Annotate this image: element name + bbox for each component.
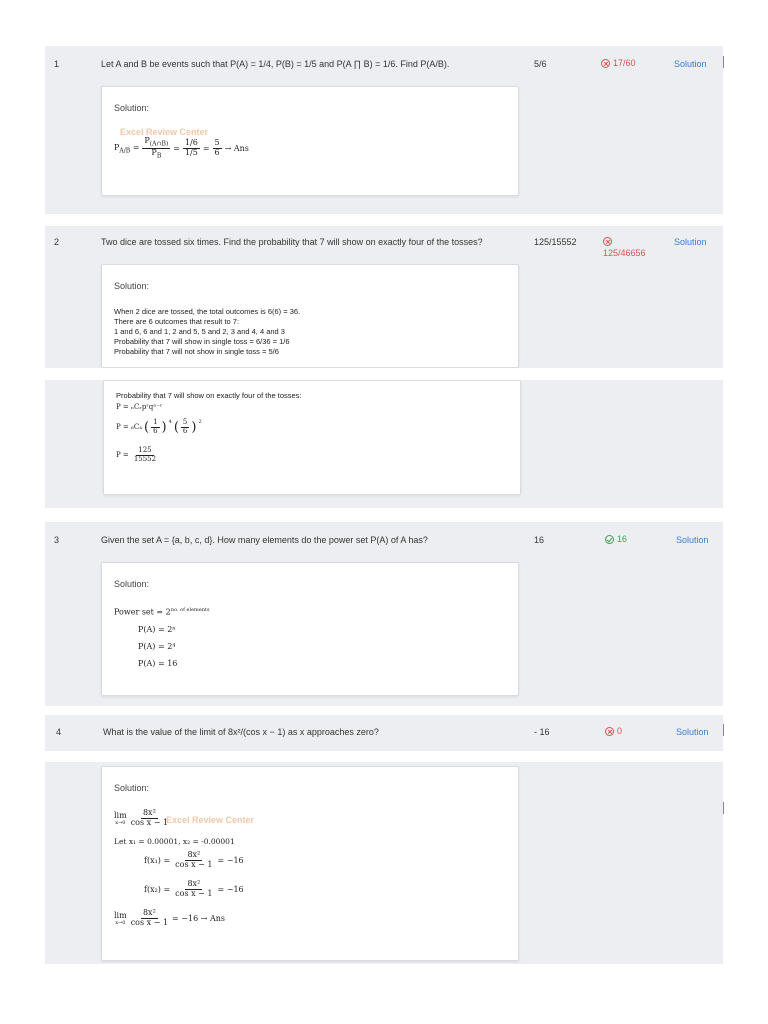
question-number: 2	[54, 237, 60, 247]
formula-line: P = ₆C₄ ( $\frac{1}{6}$ ) $^4$ ( $\frac{5}{6}$ ) $^2$	[116, 418, 202, 435]
solution-link[interactable]: Solution	[676, 535, 709, 545]
solution-title: Solution:	[114, 281, 150, 291]
formula-line: P(A) = 2⁴	[138, 642, 176, 651]
correct-icon	[605, 535, 614, 544]
solution-card	[101, 766, 519, 961]
user-result	[605, 534, 627, 544]
solution-title: Solution:	[114, 103, 150, 113]
user-answer: 16	[617, 534, 628, 544]
solution-title: Solution:	[114, 783, 150, 793]
formula: $P_{A/B}$ = $\frac{P_{(A\cap B)}}{P_B}$ = $\frac{1/6}{1/5}$ = $\frac{5}{6}$ → Ans	[114, 136, 249, 160]
scrollbar-edge	[723, 724, 724, 736]
formula-line: Let x₁ = 0.00001, x₂ = -0.00001	[114, 837, 235, 846]
formula-line: f(x₂) = $\frac{\text{8x²}}{\text{cos x − 1}}$ = −16	[144, 879, 244, 898]
question-number: 4	[56, 727, 62, 737]
formula-line: P = ₙCᵣpʳqⁿ⁻ʳ	[116, 403, 163, 411]
solution-line: Probability that 7 will not show in single toss = 5/6	[114, 347, 279, 356]
solution-card	[101, 86, 519, 196]
user-answer: 125/46656	[603, 248, 646, 258]
solution-link[interactable]: Solution	[676, 727, 709, 737]
formula-line: f(x₁) = $\frac{\text{8x²}}{\text{cos x − 1}}$ = −16	[144, 850, 244, 869]
formula-line: P(A) = 16	[138, 659, 178, 668]
correct-answer: 5/6	[534, 59, 547, 69]
solution-card	[101, 562, 519, 696]
question-text: Let A and B be events such that P(A) = 1/4, P(B) = 1/5 and P(A ∏ B) = 1/6. Find P(A/B).	[101, 59, 450, 69]
solution-card	[101, 264, 519, 368]
formula-line: lim x→0 $\frac{\text{8x²}}{\text{cos x − 1}}$ = −16 → Ans	[114, 908, 225, 927]
correct-answer: 125/15552	[534, 237, 577, 247]
user-answer: 0	[617, 726, 623, 736]
question-text: Two dice are tossed six times. Find the probability that 7 will show on exactly four of the tosses?	[101, 237, 483, 247]
formula-line: Power set = $2^{no. of elements}$	[114, 607, 210, 617]
solution-line: 1 and 6, 6 and 1, 2 and 5, 5 and 2, 3 and 4, 4 and 3	[114, 327, 285, 336]
wrong-icon	[605, 727, 614, 736]
correct-answer: - 16	[534, 727, 550, 737]
correct-answer: 16	[534, 535, 545, 545]
solution-line: When 2 dice are tossed, the total outcomes is 6(6) = 36.	[114, 307, 301, 316]
formula-line: P(A) = 2ⁿ	[138, 625, 176, 634]
scrollbar-edge	[723, 56, 724, 68]
formula-line: lim x→0 $\frac{\text{8x²}}{\text{cos x − 1}}$	[114, 808, 169, 827]
user-result	[603, 236, 646, 258]
question-number: 3	[54, 535, 60, 545]
question-text: What is the value of the limit of 8x²/(cos x − 1) as x approaches zero?	[103, 727, 379, 737]
user-result	[605, 726, 622, 736]
watermark: Excel Review Center	[166, 815, 255, 825]
page-gap	[45, 368, 723, 380]
solution-link[interactable]: Solution	[674, 59, 707, 69]
solution-line: Probability that 7 will show in single toss = 6/36 = 1/6	[114, 337, 290, 346]
solution-card-continued	[103, 380, 521, 495]
user-answer: 17/60	[613, 58, 636, 68]
user-result	[601, 58, 636, 68]
wrong-icon	[601, 59, 610, 68]
question-number: 1	[54, 59, 60, 69]
solution-line: There are 6 outcomes that result to 7:	[114, 317, 240, 326]
scrollbar-edge	[723, 802, 724, 814]
formula-line: P = $\frac{125}{15552}$	[116, 446, 157, 463]
solution-title: Solution:	[114, 579, 150, 589]
question-text: Given the set A = {a, b, c, d}. How many elements do the power set P(A) of A has?	[101, 535, 428, 545]
wrong-icon	[603, 237, 612, 246]
solution-line: Probability that 7 will show on exactly four of the tosses:	[116, 391, 302, 400]
solution-link[interactable]: Solution	[674, 237, 707, 247]
watermark: Excel Review Center	[120, 127, 209, 137]
